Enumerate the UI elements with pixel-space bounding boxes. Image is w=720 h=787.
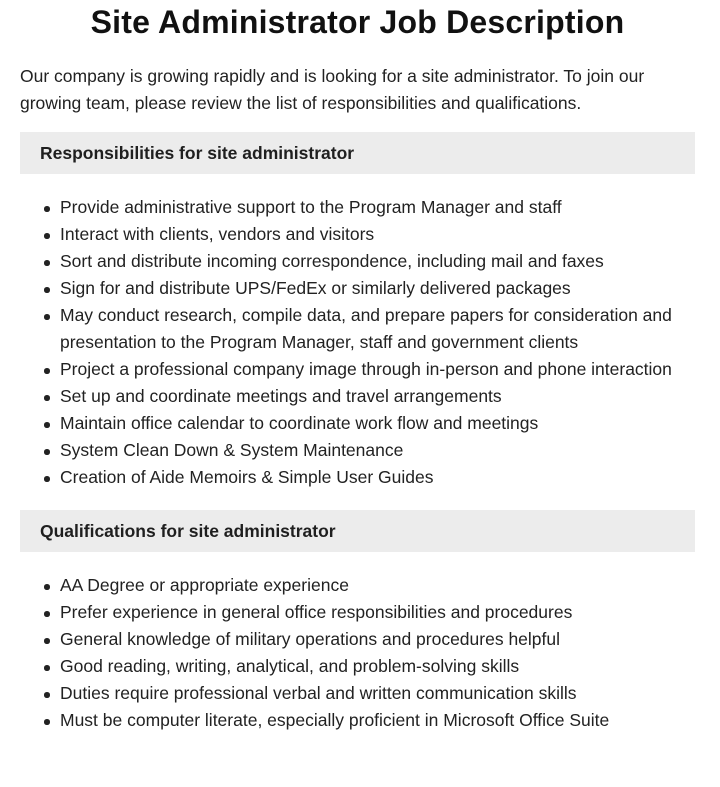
- qualifications-heading: Qualifications for site administrator: [20, 510, 695, 552]
- list-item: Interact with clients, vendors and visitors: [60, 221, 695, 248]
- list-item: Provide administrative support to the Program Manager and staff: [60, 194, 695, 221]
- list-item: Sign for and distribute UPS/FedEx or similarly delivered packages: [60, 275, 695, 302]
- list-item: Duties require professional verbal and written communication skills: [60, 680, 695, 707]
- list-item: General knowledge of military operations and procedures helpful: [60, 626, 695, 653]
- page-title: Site Administrator Job Description: [90, 4, 625, 40]
- qualifications-list: [20, 552, 695, 734]
- responsibilities-list: [20, 174, 695, 491]
- list-item: Maintain office calendar to coordinate work flow and meetings: [60, 410, 695, 437]
- list-item: Prefer experience in general office responsibilities and procedures: [60, 599, 695, 626]
- list-item: Good reading, writing, analytical, and problem-solving skills: [60, 653, 695, 680]
- job-description-page: [20, 0, 695, 734]
- responsibilities-heading: Responsibilities for site administrator: [20, 132, 695, 174]
- list-item: May conduct research, compile data, and prepare papers for consideration and presentation to the Program Manager, staff and government clients: [60, 302, 695, 356]
- list-item: Project a professional company image through in-person and phone interaction: [60, 356, 695, 383]
- list-item: Set up and coordinate meetings and travel arrangements: [60, 383, 695, 410]
- intro-paragraph: Our company is growing rapidly and is looking for a site administrator. To join our growing team, please review the list of responsibilities and qualifications.: [20, 66, 645, 113]
- list-item: System Clean Down & System Maintenance: [60, 437, 695, 464]
- list-item: Sort and distribute incoming correspondence, including mail and faxes: [60, 248, 695, 275]
- list-item: Creation of Aide Memoirs & Simple User Guides: [60, 464, 695, 491]
- list-item: AA Degree or appropriate experience: [60, 572, 695, 599]
- list-item: Must be computer literate, especially proficient in Microsoft Office Suite: [60, 707, 695, 734]
